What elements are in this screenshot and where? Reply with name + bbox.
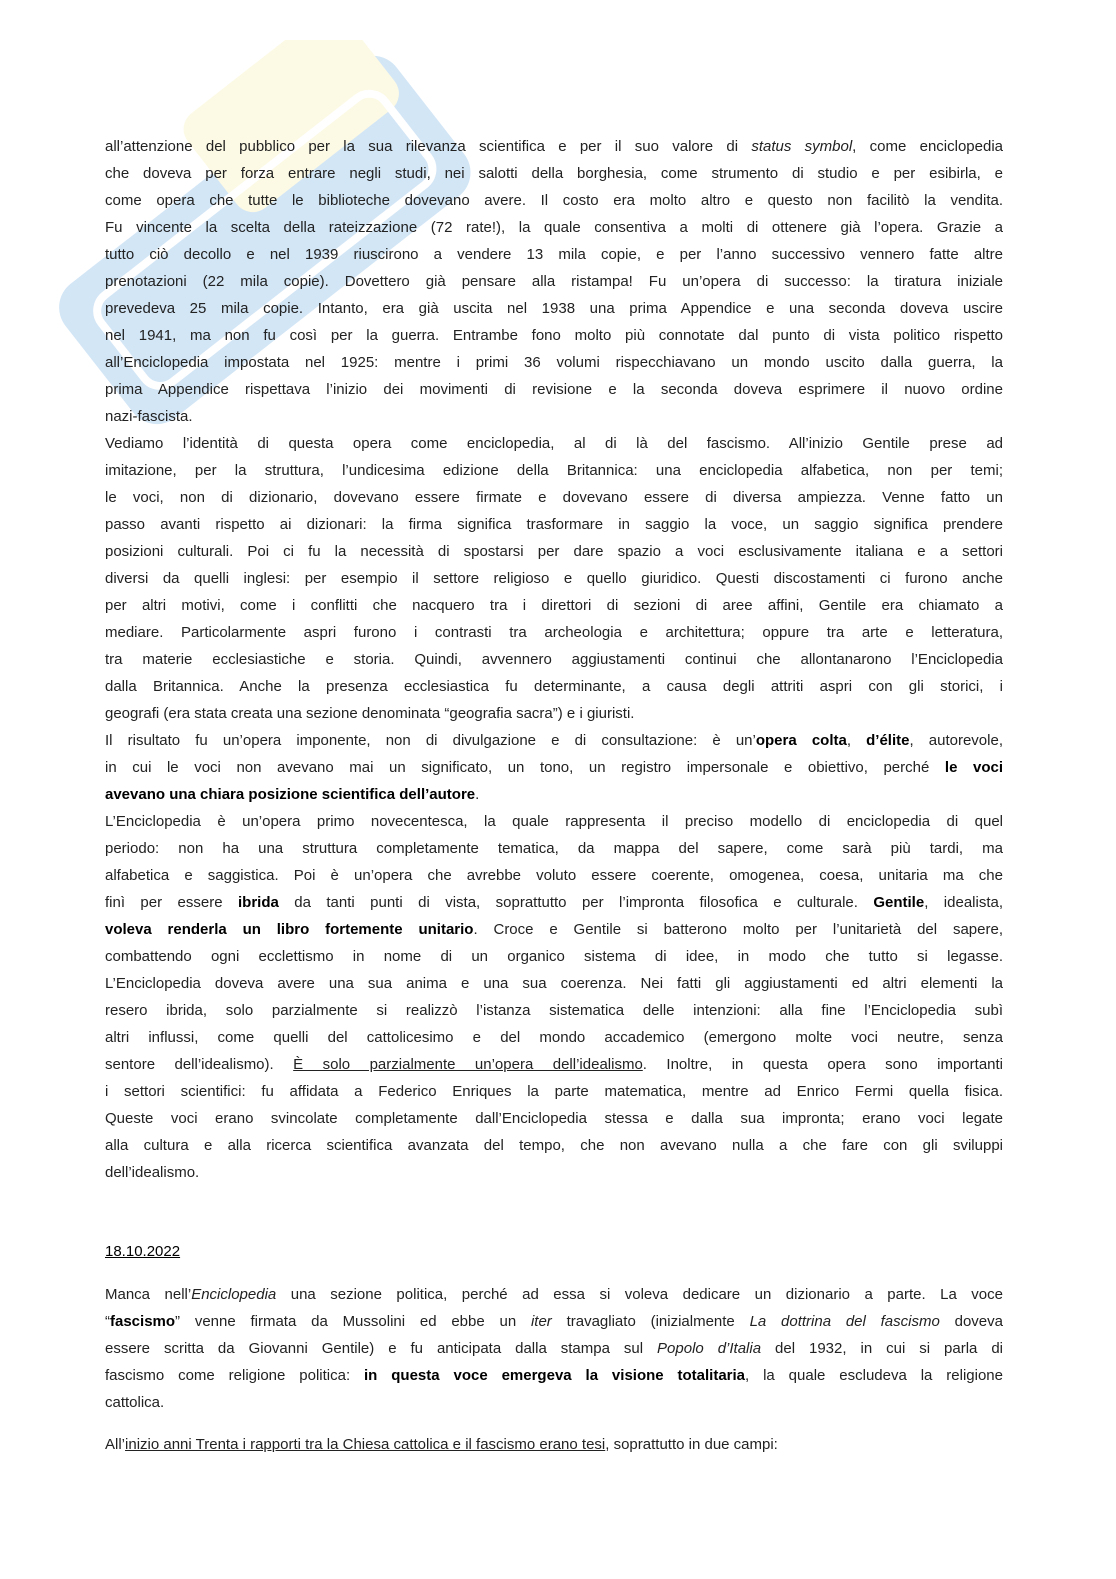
text-line <box>105 1389 1003 1416</box>
text-run: dell’idealismo. <box>105 1164 200 1181</box>
text-line <box>105 619 1003 646</box>
paragraph-novecentesca <box>105 808 1003 1186</box>
text-line <box>105 565 1003 592</box>
text-run: mediare. Particolarmente aspri furono i contrasti tra archeologia e architettura; oppure tra arte e letteratura, <box>105 624 1003 641</box>
text-run: una sezione politica, perché ad essa si voleva dedicare un dizionario a parte. La voce <box>276 1286 1003 1303</box>
text-line <box>105 835 1003 862</box>
text-line <box>105 727 1003 754</box>
italic-text: Popolo d’Italia <box>657 1340 762 1357</box>
text-run: essere scritta da Giovanni Gentile) e fu anticipata dalla stampa sul <box>105 1340 658 1357</box>
text-line <box>105 1132 1003 1159</box>
text-run: prima Appendice rispettava l’inizio dei movimenti di revisione e la seconda doveva esprimere il nuovo ordine <box>105 381 1003 398</box>
text-run: “ <box>105 1313 110 1330</box>
text-run: . <box>475 786 480 803</box>
text-run: come opera che tutte le biblioteche dovevano avere. Il costo era molto altro e questo non facilitò la vendita. <box>105 192 1003 209</box>
text-run: altri influssi, come quelli del cattolicesimo e del mondo accademico (emergono molte voci neutre, senza <box>105 1029 1003 1046</box>
bold-text: avevano una chiara posizione scientifica dell’autore <box>105 786 476 803</box>
text-line <box>105 1335 1003 1362</box>
text-run: Fu vincente la scelta della rateizzazione (72 rate!), la quale consentiva a molti di ottenere già l’opera. Grazie a <box>105 219 1003 236</box>
text-line <box>105 241 1003 268</box>
text-line <box>105 1024 1003 1051</box>
text-line <box>105 538 1003 565</box>
paragraph-appendici <box>105 133 1003 430</box>
text-run: All’ <box>105 1436 126 1453</box>
text-run: i settori scientifici: fu affidata a Federico Enriques la parte matematica, mentre ad Enrico Fermi quella fisica. <box>105 1083 1003 1100</box>
text-line <box>105 1051 1003 1078</box>
text-run: imitazione, per la struttura, l’undicesima edizione della Britannica: una enciclopedia alfabetica, non per temi; <box>105 462 1003 479</box>
date-heading: 18.10.2022 <box>105 1243 181 1260</box>
paragraph-rapporti-chiesa <box>105 1431 1003 1458</box>
text-line <box>105 1281 1003 1308</box>
text-run: che doveva per forza entrare negli studi, nei salotti della borghesia, come strumento di studio e per esibirla, e <box>105 165 1003 182</box>
text-line <box>105 592 1003 619</box>
text-line <box>105 133 1003 160</box>
italic-text: iter <box>530 1313 552 1330</box>
text-line <box>105 1431 1003 1458</box>
text-line <box>105 403 1003 430</box>
text-run: , soprattutto in due campi: <box>605 1436 778 1453</box>
text-run: tutto ciò decollo e nel 1939 riuscirono a vendere 13 mila copie, e per l’anno successivo vennero fatte altre <box>105 246 1003 263</box>
text-run: Queste voci erano svincolate completamente dall’Enciclopedia stessa e dalla sua impronta; erano voci legate <box>105 1110 1003 1127</box>
text-line <box>105 1159 1003 1186</box>
bold-text: le voci <box>944 759 1003 776</box>
text-line <box>105 943 1003 970</box>
text-run: resero ibrida, solo parzialmente si realizzò l’istanza sistematica delle intenzioni: alla fine l’Enciclopedia subì <box>105 1002 1003 1019</box>
text-run: le voci, non di dizionario, dovevano essere firmate e dovevano essere di diversa ampiezza. Venne fatto un <box>105 489 1003 506</box>
bold-text: in questa voce emergeva la visione totalitaria <box>364 1367 746 1384</box>
text-line <box>105 700 1003 727</box>
text-line <box>105 457 1003 484</box>
text-run: alla cultura e alla ricerca scientifica avanzata del tempo, che non avevano nulla a che fare con gli sviluppi <box>105 1137 1003 1154</box>
text-run: all’Enciclopedia impostata nel 1925: mentre i primi 36 volumi rispecchiavano un mondo uscito dalla guerra, la <box>105 354 1003 371</box>
text-run: travagliato (inizialmente <box>551 1313 750 1330</box>
paragraph-sezione-politica <box>105 1281 1003 1416</box>
text-line <box>105 646 1003 673</box>
text-run: . Inoltre, in questa opera sono importanti <box>642 1056 1003 1073</box>
text-run: cattolica. <box>105 1394 165 1411</box>
text-line <box>105 1078 1003 1105</box>
text-run: prevedeva 25 mila copie. Intanto, era già uscita nel 1938 una prima Appendice e una seconda doveva uscire <box>105 300 1003 317</box>
text-line <box>105 1362 1003 1389</box>
text-run: doveva <box>939 1313 1003 1330</box>
text-run: , <box>846 732 867 749</box>
text-line <box>105 889 1003 916</box>
bold-text: voleva renderla un libro fortemente unitario <box>105 921 474 938</box>
text-line <box>105 349 1003 376</box>
text-run: finì per essere <box>105 894 238 911</box>
text-run: , idealista, <box>924 894 1003 911</box>
text-run: ” venne firmata da Mussolini ed ebbe un <box>175 1313 531 1330</box>
text-run: in cui le voci non avevano mai un significato, un tono, un registro impersonale e obiettivo, perché <box>105 759 945 776</box>
text-line <box>105 970 1003 997</box>
text-line <box>105 430 1003 457</box>
italic-text: Enciclopedia <box>191 1286 277 1303</box>
text-line <box>105 808 1003 835</box>
text-run: nel 1941, ma non fu così per la guerra. Entrambe fono molto più connotate dal punto di vista politico rispetto <box>105 327 1003 344</box>
text-run: passo avanti rispetto ai dizionari: la firma significa trasformare in saggio la voce, un saggio significa prendere <box>105 516 1003 533</box>
bold-text: ibrida <box>238 894 279 911</box>
paragraph-identita <box>105 430 1003 727</box>
text-run: all’attenzione del pubblico per la sua rilevanza scientifica e per il suo valore di <box>105 138 752 155</box>
text-run: , autorevole, <box>909 732 1003 749</box>
italic-text: status symbol <box>751 138 853 155</box>
text-line <box>105 160 1003 187</box>
text-run: per altri motivi, come i conflitti che nacquero tra i direttori di sezioni di aree affini, Gentile era chiamato a <box>105 597 1003 614</box>
text-line <box>105 295 1003 322</box>
text-run: sentore dell’idealismo). <box>105 1056 294 1073</box>
text-run: Il risultato fu un’opera imponente, non di divulgazione e di consultazione: è un’ <box>105 732 756 749</box>
text-line <box>105 484 1003 511</box>
text-run: diversi da quelli inglesi: per esempio il settore religioso e quello giuridico. Questi discostamenti ci furono anche <box>105 570 1003 587</box>
text-line <box>105 862 1003 889</box>
text-run: , la quale escludeva la religione <box>745 1367 1003 1384</box>
text-line <box>105 214 1003 241</box>
text-run: dalla Britannica. Anche la presenza ecclesiastica fu determinante, a causa degli attriti aspri con gli storici, i <box>105 678 1003 695</box>
text-run: L’Enciclopedia doveva avere una sua anima e una sua coerenza. Nei fatti gli aggiustamenti ed altri elementi la <box>105 975 1003 992</box>
text-run: posizioni culturali. Poi ci fu la necessità di spostarsi per dare spazio a voci esclusivamente italiana e a settori <box>105 543 1003 560</box>
text-line <box>105 673 1003 700</box>
underlined-text: È solo parzialmente un’opera dell’idealismo <box>293 1056 643 1073</box>
text-run: Manca nell’ <box>105 1286 192 1303</box>
text-run: geografi (era stata creata una sezione denominata “geografia sacra”) e i giuristi. <box>105 705 635 722</box>
text-run: alfabetica e saggistica. Poi è un’opera che avrebbe voluto essere coerente, omogenea, coesa, unitaria ma che <box>105 867 1003 884</box>
text-run: prenotazioni (22 mila copie). Dovettero già pensare alla ristampa! Fu un’opera di successo: la tiratura iniziale <box>105 273 1003 290</box>
bold-text: d’élite <box>866 732 910 749</box>
text-line <box>105 268 1003 295</box>
text-run: del 1932, in cui si parla di <box>761 1340 1004 1357</box>
text-line <box>105 916 1003 943</box>
text-line <box>105 376 1003 403</box>
text-run: combattendo ogni ecclettismo in nome di un organico sistema di idee, in modo che tutto si legasse. <box>105 948 1003 965</box>
text-run: periodo: non ha una struttura completamente tematica, da mappa del sapere, come sarà più tardi, ma <box>105 840 1003 857</box>
text-run: fascismo come religione politica: <box>105 1367 365 1384</box>
text-line <box>105 1105 1003 1132</box>
text-run: L’Enciclopedia è un’opera primo novecentesca, la quale rappresenta il preciso modello di enciclopedia di quel <box>105 813 1003 830</box>
text-line <box>105 997 1003 1024</box>
bold-text: opera colta <box>755 732 847 749</box>
bold-text: Gentile <box>873 894 925 911</box>
text-line <box>105 322 1003 349</box>
text-line <box>105 511 1003 538</box>
text-line <box>105 1308 1003 1335</box>
italic-text: La dottrina del fascismo <box>749 1313 940 1330</box>
text-run: nazi-fascista. <box>105 408 193 425</box>
text-line <box>105 754 1003 781</box>
paragraph-risultato <box>105 727 1003 808</box>
bold-text: fascismo <box>110 1313 176 1330</box>
underlined-text: inizio anni Trenta i rapporti tra la Chiesa cattolica e il fascismo erano tesi <box>125 1436 606 1453</box>
text-line <box>105 187 1003 214</box>
text-run: Vediamo l’identità di questa opera come enciclopedia, al di là del fascismo. All’inizio Gentile prese ad <box>105 435 1003 452</box>
text-line <box>105 781 1003 808</box>
text-run: tra materie ecclesiastiche e storia. Quindi, avvennero aggiustamenti continui che allontanarono l’Enciclopedia <box>105 651 1003 668</box>
text-run: da tanti punti di vista, soprattutto per l’impronta filosofica e culturale. <box>278 894 874 911</box>
text-run: , come enciclopedia <box>852 138 1003 155</box>
text-run: . Croce e Gentile si batterono molto per l’unitarietà del sapere, <box>473 921 1003 938</box>
